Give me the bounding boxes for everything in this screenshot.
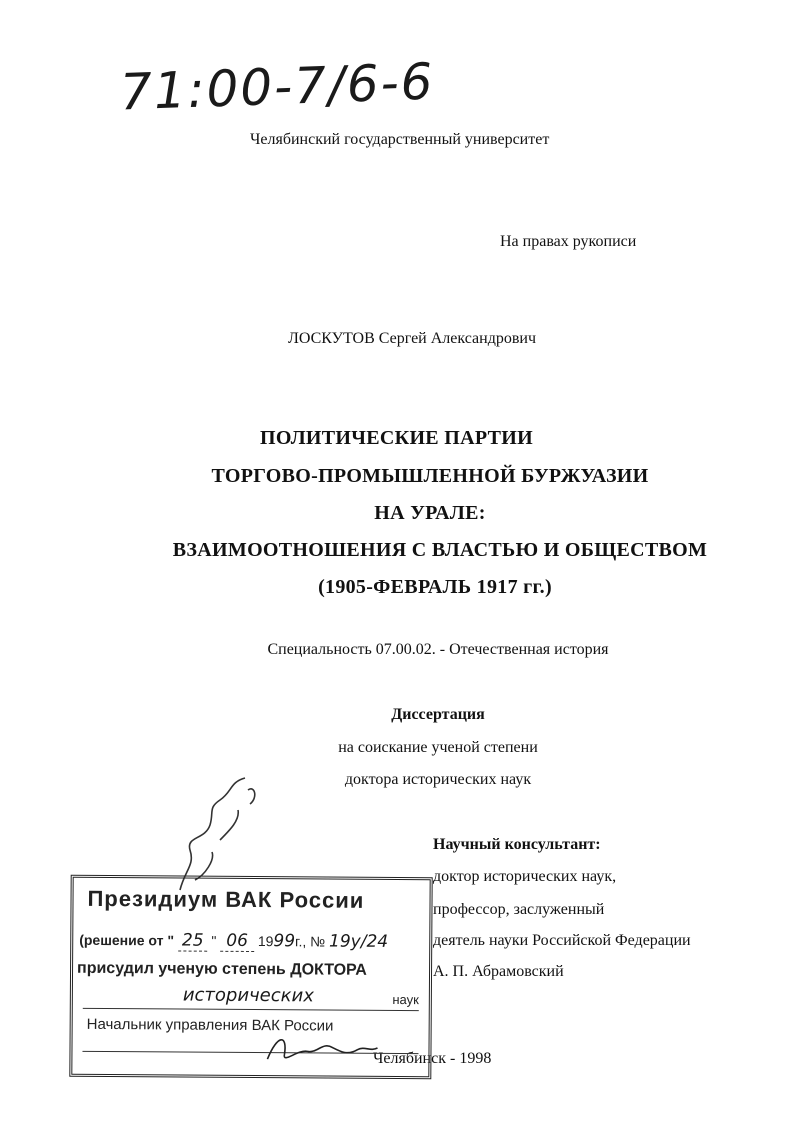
specialty: Специальность 07.00.02. - Отечественная история [267, 641, 609, 658]
title-line-1: ПОЛИТИЧЕСКИЕ ПАРТИИ [260, 427, 533, 449]
stamp-year-label: г., № [295, 933, 326, 950]
title-line-3: НА УРАЛЕ: [374, 502, 486, 524]
stamp-field-handwritten: исторических [182, 984, 314, 1007]
stamp-year-prefix: 19 [257, 933, 274, 950]
consultant-heading: Научный консультант: [433, 836, 601, 853]
title-line-4: ВЗАИМООТНОШЕНИЯ С ВЛАСТЬЮ И ОБЩЕСТВОМ [172, 539, 708, 561]
dissertation-degree-line-2: доктора исторических наук [344, 771, 532, 788]
dissertation-degree-line-1: на соискание ученой степени [338, 739, 538, 756]
university-name: Челябинский государственный университет [250, 131, 550, 148]
stamp-head-title: Начальник управления ВАК России [86, 1015, 334, 1035]
consultant-line-3: деятель науки Российской Федерации [433, 932, 691, 949]
stamp-decision-row [79, 930, 388, 952]
stamp-signature-handwritten [262, 1029, 382, 1070]
stamp-number: 19у/24 [328, 931, 389, 952]
stamp-decision-prefix: (решение от " [79, 931, 175, 949]
consultant-line-1: доктор исторических наук, [433, 868, 617, 885]
stamp-quote: " [211, 932, 217, 949]
stamp-title: Президиум ВАК России [87, 885, 365, 913]
dissertation-heading: Диссертация [391, 706, 485, 723]
consultant-line-2: профессор, заслуженный [433, 901, 605, 918]
stamp-year-suffix: 99 [273, 931, 296, 952]
stamp-month: 06 [220, 931, 254, 952]
manuscript-rights-note: На правах рукописи [500, 233, 637, 250]
author-name: ЛОСКУТОВ Сергей Александрович [288, 330, 537, 347]
title-line-5: (1905-ФЕВРАЛЬ 1917 гг.) [318, 576, 552, 598]
stamp-field-suffix: наук [392, 991, 419, 1008]
title-line-2: ТОРГОВО-ПРОМЫШЛЕННОЙ БУРЖУАЗИИ [211, 465, 649, 487]
consultant-line-4: А. П. Абрамовский [433, 963, 564, 980]
city-year: Челябинск - 1998 [373, 1050, 492, 1067]
archive-code-handwritten: 71:00-7/6-6 [119, 52, 436, 122]
stamp-day: 25 [178, 930, 208, 951]
stamp-awarded-degree: присудил ученую степень ДОКТОРА [76, 959, 367, 979]
stamp-field-row [83, 986, 419, 1011]
vak-stamp [69, 875, 432, 1080]
